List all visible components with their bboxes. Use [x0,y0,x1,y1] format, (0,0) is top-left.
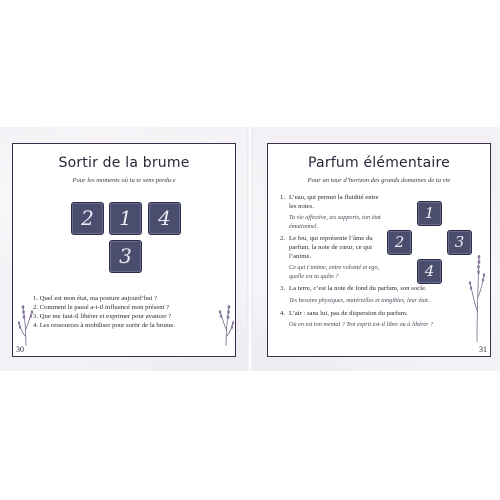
list-item: 2. Comment le passé a-t-il influencé mon présent ? [33,304,170,311]
left-page [12,143,236,357]
item-number: 4. [280,309,286,317]
list-item [280,285,470,305]
lavender-sprig-icon [467,252,487,342]
item-number: 2. [280,235,286,243]
page-title: Sortir de la brume [58,155,190,171]
question-list [33,294,218,330]
tarot-card-2: 2 [71,202,104,235]
book-gutter [247,127,253,371]
item-text: les notes. [289,202,314,210]
item-note: Tes besoins physiques, matérielles et tangibles, leur état. [289,296,430,304]
item-text: l’anime. [289,252,312,260]
item-note: Où en est ton mental ? Ton esprit est-il libre ou à libérer ? [289,321,434,329]
item-note: Ce qui t’anime, entre volonté et ego, quelle est ta quête ? [289,264,380,280]
list-item: 4. Les ressources à mobiliser pour sortir de la brume. [33,322,176,329]
item-text: L’air : sans lui, pas de dispersion du parfum. [289,309,408,317]
lavender-sprig-icon [17,302,35,346]
item-text: L’eau, qui permet la fluidité entre [289,194,379,201]
list-item: 1. Quel est mon état, ma posture aujourd’hui ? [33,295,158,302]
list-item [280,310,470,330]
item-number: 1. [280,194,286,201]
item-text: parfum, la note de cœur, ce qui [289,243,372,251]
right-page [267,143,491,357]
lavender-sprig-icon [217,302,235,346]
tarot-card-1: 1 [417,201,442,226]
page-number: 30 [16,345,24,354]
list-item [280,194,394,231]
tarot-card-4: 4 [417,259,442,284]
page-subtitle: Pour un tour d’horizon des grands domaines de ta vie [307,177,451,184]
list-item [280,235,394,281]
item-number: 3. [280,285,286,293]
tarot-card-1: 1 [109,202,142,235]
tarot-card-3: 3 [109,240,142,273]
tarot-card-2: 2 [387,230,412,255]
page-number: 31 [479,345,487,354]
tarot-card-3: 3 [447,230,472,255]
item-text: Le feu, qui représente l’âme du [289,235,373,243]
page-title: Parfum élémentaire [308,155,450,171]
item-note: Ta vie affective, tes supports, ton état émotionnel. [289,214,381,230]
page-subtitle: Pour les moments où tu te sens perdu·e [72,177,176,184]
tarot-card-4: 4 [148,202,181,235]
item-text: La terre, c’est la note de fond du parfum, son socle. [289,285,427,293]
list-item: 3. Que me faut-il libérer et exprimer pour avancer ? [33,313,172,320]
